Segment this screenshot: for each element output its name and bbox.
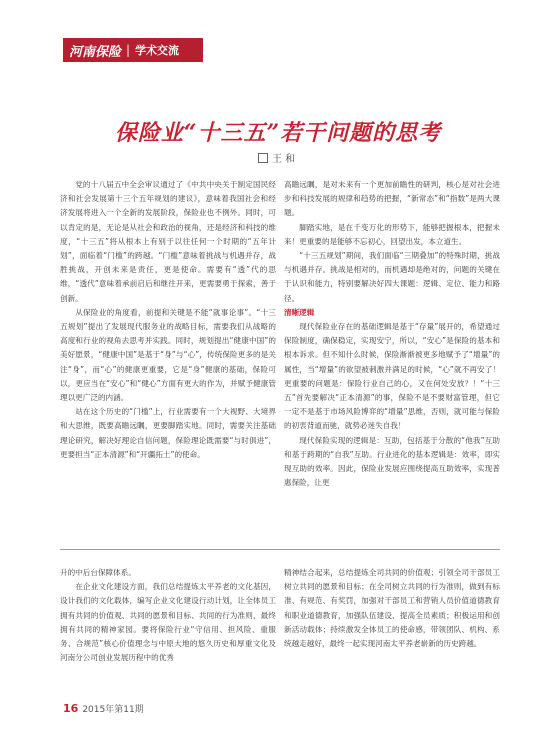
author-name: 王 和 bbox=[272, 154, 296, 165]
section-banner bbox=[63, 38, 203, 62]
section-divider bbox=[60, 549, 500, 550]
page-footer bbox=[63, 702, 144, 715]
paragraph: 脚踏实地，是在千变万化的形势下，能够把握根本，把握未来！更重要的是能够不忘初心，回望出发，本立道生。 bbox=[284, 222, 500, 246]
paragraph: 高瞻远瞩，是对未来有一个更加前瞻性的研判，核心是对社会进步和科技发展的规律和趋势的把握，“新常态”和“指数”是两大课题。 bbox=[284, 180, 500, 218]
author-box-icon bbox=[258, 153, 268, 163]
paragraph: 党的十八届五中全会审议通过了《中共中央关于制定国民经济和社会发展第十三个五年规划的建议》，意味着我国社会和经济发展将进入一个全新的发展阶段，保险业也不例外。同时，可以肯定的是，无论是从社会和政治的视角，还是经济和科技的维度，“十三五”将从根本上有别于以往任何一个时期的“五年计划”，面临着“门槛”的跨越。“门槛”意味着挑战与机遇并存，战胜挑战，开创未来是责任，更是使命。需要有“透”代的思维，“透代”意味着承前启后和继往开来，更需要勇于探索，善于创新。 bbox=[60, 180, 276, 303]
paragraph: 升的中后台保障体系。 bbox=[60, 568, 136, 577]
section-name: 学术交流 bbox=[135, 44, 180, 57]
paragraph: 精神结合起来，总结提炼全司共同的价值观；引领全司干部员工树立共同的愿景和目标；在全司树立共同的行为准则，做到有标准、有规范、有奖罚，加强对干部员工和营销人员价值道德教育和职业道德教育，加强队伍建设、提高全员素质；积极运用和创新活动载体；持续激发全体员工的使命感，带领团队、机构、系统越走越好，最终一起实现河南太平养老崭新的历史跨越。 bbox=[284, 568, 500, 649]
issue-label: 2015年第11期 bbox=[82, 705, 144, 715]
paragraph: 现代保险业存在的基础逻辑是基于“存量”展开的，希望通过保险制度，确保稳定，实现安宁，所以，“安心”是保险的基本和根本诉求。但不知什么时候，保险渐渐被更多地赋予了“增量”的属性，当“增量”的欲望被刺激并满足的时候，“心”就不再安了！更重要的问题是：保险行业自己的心，又在何处安放？！“十三五”首先要解决“正本清源”的事，保险不是不要财富管理，但它一定不是基于市场风险博弈的“增量”思维，否则，就可能与保险的初衷背道而驰，就势必迷失自我！ bbox=[284, 322, 500, 431]
banner-separator: | bbox=[126, 43, 131, 57]
magazine-brand: 河南保险 bbox=[69, 44, 122, 60]
paragraph: 现代保险实现的逻辑是：互助，包括基于分散的“他我”互助和基于跨期的“自我”互助。行业进化的基本逻辑是：效率，即实现互助的效率。因此，保险业发展应围绕提高互助效率，实现普惠保险，让更 bbox=[284, 435, 500, 488]
paragraph: 在企业文化建设方面，我们总结提炼太平养老的文化基因，设计我们的文化载体，编写企业文化建设行动计划，让全体员工拥有共同的价值观、共同的愿景和目标、共同的行为准则，最终拥有共同的精神家园。要将保险行业“守信用、担风险、重服务、合规范”核心价值理念与中原大地的悠久历史和厚重文化及河南分公司创业发展历程中的优秀 bbox=[60, 582, 276, 663]
bottom-right-column bbox=[284, 566, 500, 682]
paragraph: 站在这个历史的“门槛”上，行业需要有一个大视野、大境界和大思维，既要高瞻远瞩，更要脚踏实地。同时，需要关注基础理论研究，解决好理论自信问题，保险理论既需要“与时俱进”，更要担当“正本清源”和“开疆拓土”的使命。 bbox=[60, 407, 276, 459]
bottom-left-column bbox=[60, 566, 276, 682]
section-heading: 清晰逻辑 bbox=[284, 307, 315, 317]
right-column bbox=[284, 178, 500, 540]
paragraph: “十三五规划”期间，我们面临“三期叠加”的特殊时期，挑战与机遇并存。挑战是相对的，而机遇却是绝对的，问题的关键在于认识和能力，特别要解决好四大课题：逻辑、定位、能力和路径。 bbox=[284, 251, 500, 303]
paragraph: 从保险业的角度看，前提和关键是不能“就事论事”。“十三五规划”提出了发展现代服务业的战略目标，需要我们从战略的高度和行业的视角去思考并实践。同时，规划提出“健康中国”的美好愿景，“健康中国”是基于“身”与“心”，传统保险更多的是关注“身”，而“心”的健康更重要，它是“身”健康的基础，保险可以，更应当在“安心”和“健心”方面有更大的作为，并赋予健康管理以更广泛的内涵。 bbox=[60, 307, 276, 403]
article-author bbox=[258, 150, 295, 165]
article-title: 保险业“十三五”若干问题的思考 bbox=[114, 120, 442, 146]
page-number: 16 bbox=[63, 702, 79, 715]
left-column bbox=[60, 178, 276, 538]
